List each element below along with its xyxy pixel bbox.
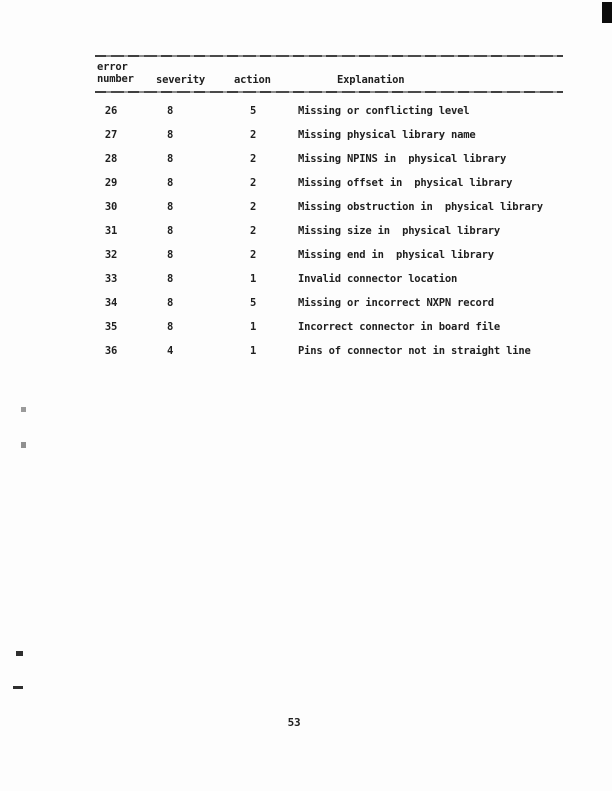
scan-speck [16,651,23,656]
column-header-action: action [234,74,271,86]
error-number-cell: 27 [104,129,118,141]
table-row [95,225,563,238]
table-row [95,177,563,190]
action-cell: 2 [249,153,257,165]
table-row [95,345,563,358]
action-cell: 1 [249,345,257,357]
action-cell: 5 [249,105,257,117]
column-header-error-number [97,61,134,85]
column-header-explanation: Explanation [337,74,405,86]
explanation-cell: Missing obstruction in physical library [298,201,543,213]
error-number-cell: 34 [104,297,118,309]
action-cell: 2 [249,225,257,237]
table-row [95,273,563,286]
action-cell: 2 [249,249,257,261]
severity-cell: 8 [166,153,174,165]
severity-cell: 8 [166,129,174,141]
severity-cell: 8 [166,273,174,285]
explanation-cell: Missing or conflicting level [298,105,470,117]
explanation-cell: Invalid connector location [298,273,458,285]
explanation-cell: Missing NPINS in physical library [298,153,507,165]
error-number-cell: 35 [104,321,118,333]
action-cell: 1 [249,273,257,285]
severity-cell: 4 [166,345,174,357]
table-row [95,249,563,262]
explanation-cell: Missing end in physical library [298,249,494,261]
table-row [95,105,563,118]
column-header-severity: severity [156,74,205,86]
severity-cell: 8 [166,201,174,213]
severity-cell: 8 [166,321,174,333]
table-row [95,129,563,142]
severity-cell: 8 [166,297,174,309]
action-cell: 1 [249,321,257,333]
error-code-table [95,0,563,370]
scan-speck [13,686,23,689]
table-row [95,201,563,214]
explanation-cell: Missing physical library name [298,129,476,141]
error-number-cell: 33 [104,273,118,285]
action-cell: 2 [249,129,257,141]
table-row [95,321,563,334]
table-row [95,297,563,310]
table-top-rule [95,55,563,57]
action-cell: 5 [249,297,257,309]
severity-cell: 8 [166,249,174,261]
action-cell: 2 [249,177,257,189]
explanation-cell: Missing offset in physical library [298,177,513,189]
error-number-cell: 32 [104,249,118,261]
error-number-cell: 36 [104,345,118,357]
header-error-line: error [97,61,128,73]
severity-cell: 8 [166,225,174,237]
error-number-cell: 30 [104,201,118,213]
error-number-cell: 29 [104,177,118,189]
action-cell: 2 [249,201,257,213]
error-number-cell: 28 [104,153,118,165]
scan-speck [21,407,26,412]
scan-corner-mark [602,2,612,23]
table-header-rule [95,91,563,93]
error-number-cell: 31 [104,225,118,237]
severity-cell: 8 [166,177,174,189]
explanation-cell: Pins of connector not in straight line [298,345,531,357]
severity-cell: 8 [166,105,174,117]
explanation-cell: Missing or incorrect NXPN record [298,297,494,309]
page-number: 53 [287,716,301,729]
explanation-cell: Incorrect connector in board file [298,321,501,333]
explanation-cell: Missing size in physical library [298,225,501,237]
error-number-cell: 26 [104,105,118,117]
scan-speck [21,442,26,448]
table-row [95,153,563,166]
header-number-line: number [97,73,134,85]
